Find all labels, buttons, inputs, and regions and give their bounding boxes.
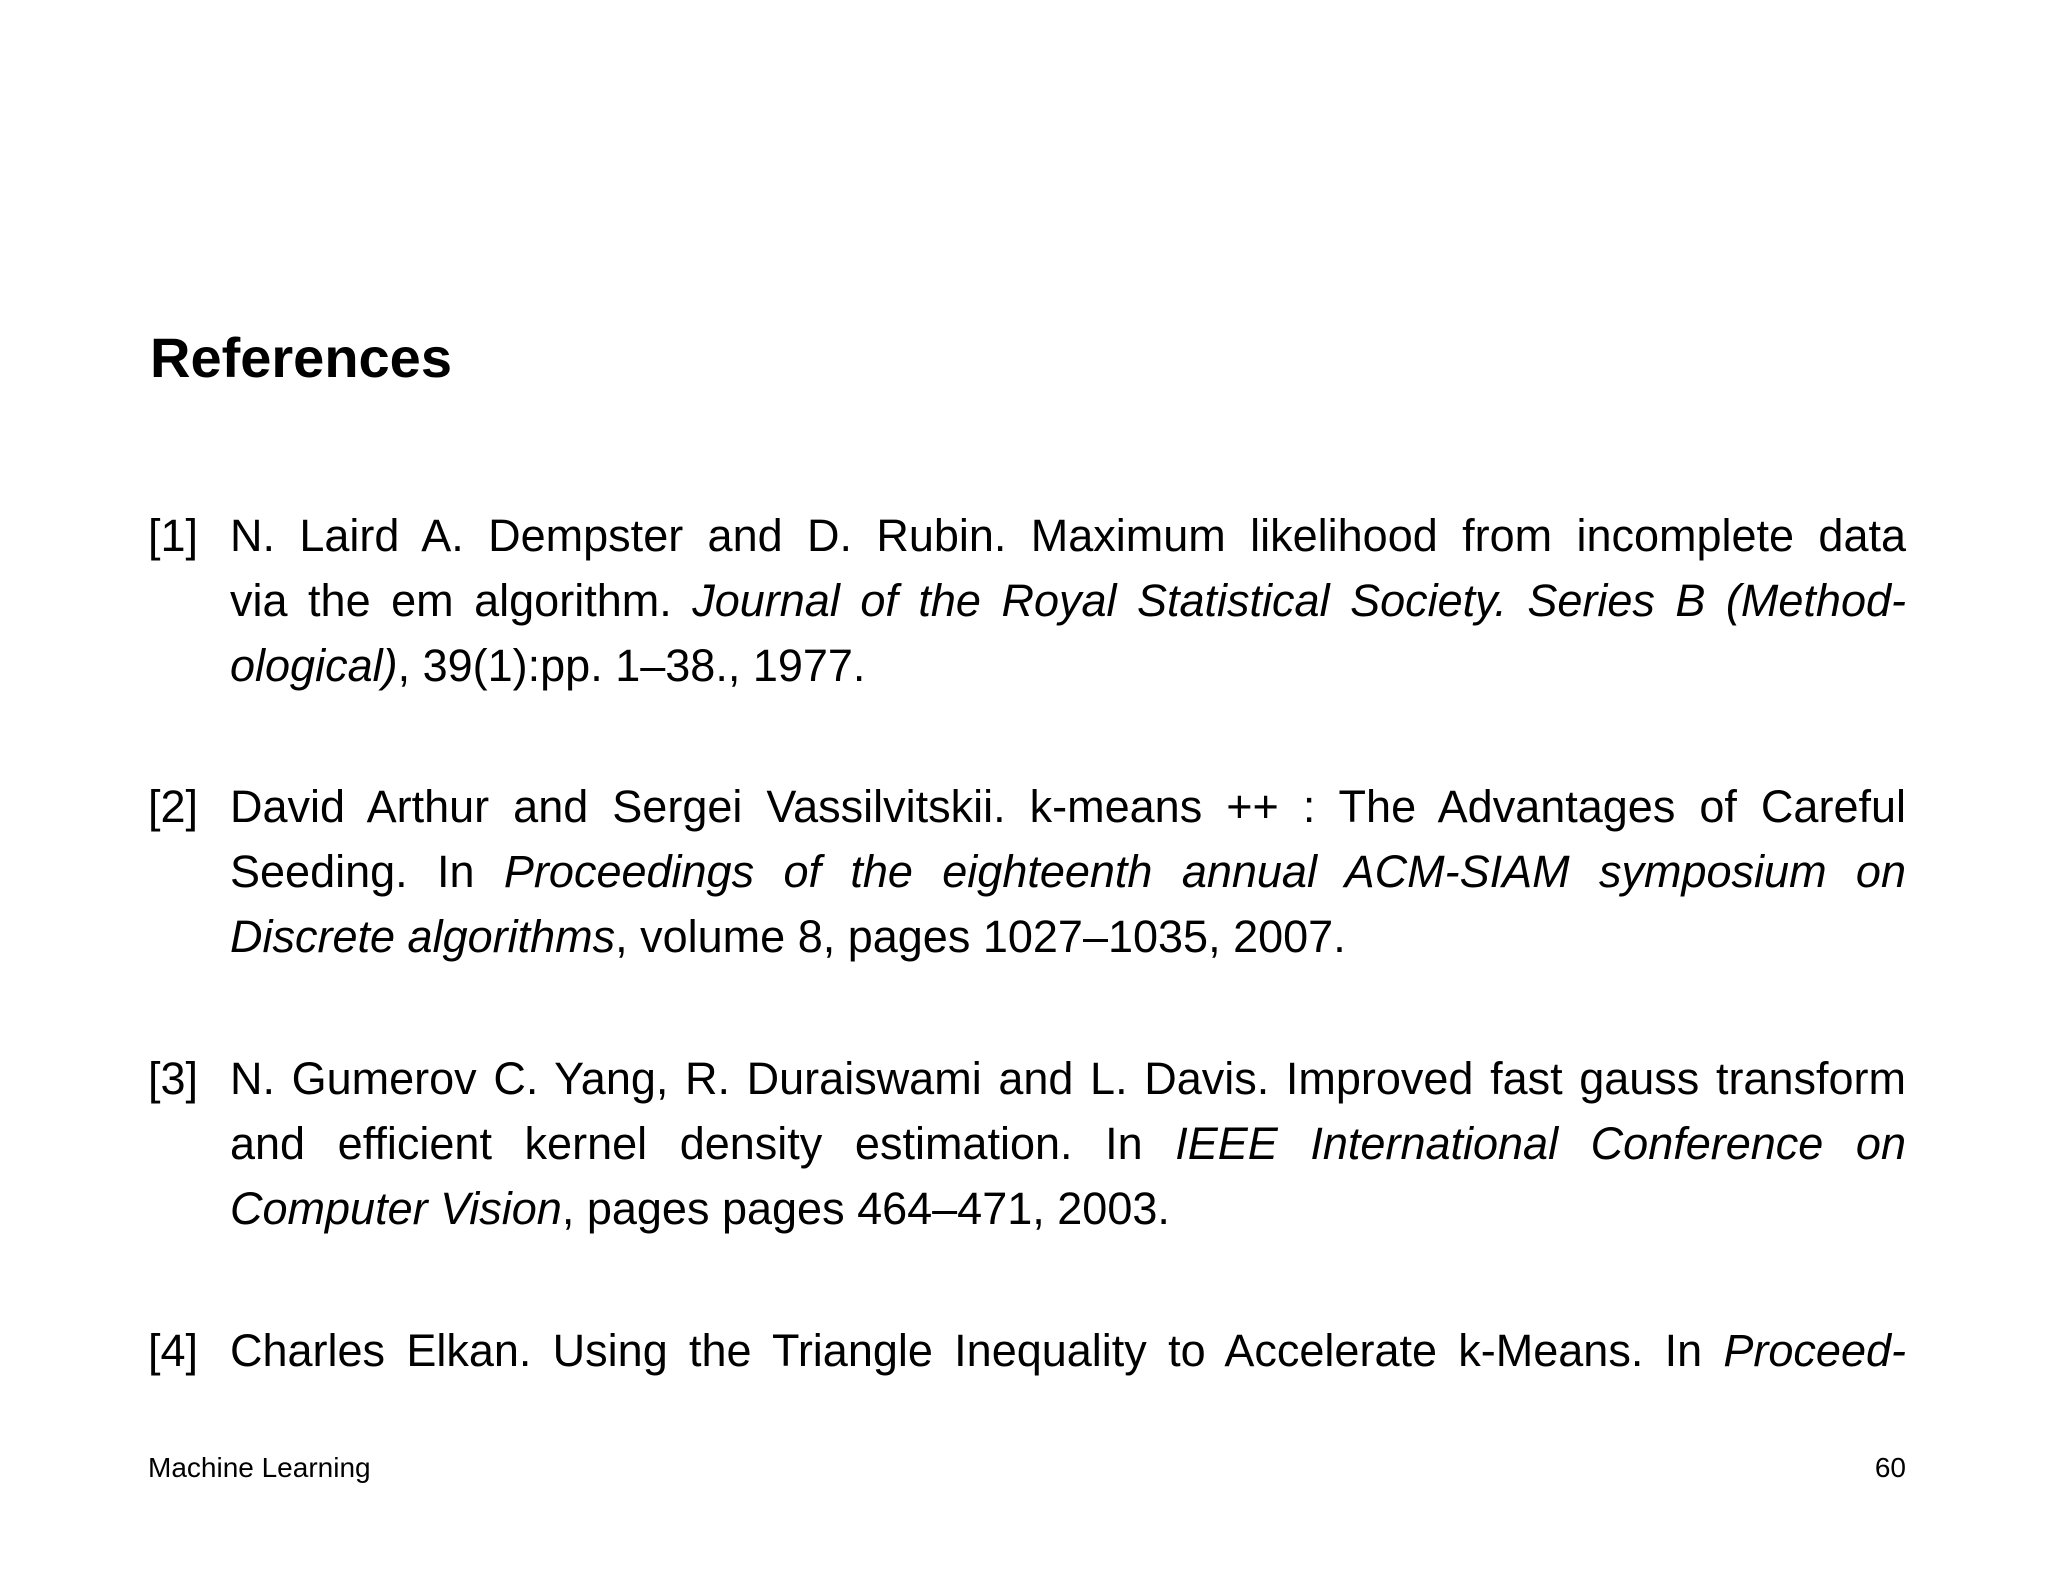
- reference-italic-text: IEEE International Conference on: [1175, 1118, 1906, 1169]
- reference-label: [4]: [148, 1325, 199, 1376]
- reference-italic-text: Discrete algorithms: [230, 911, 616, 962]
- reference-text: N. Laird A. Dempster and D. Rubin. Maximum likelihood from incomplete data: [230, 510, 1906, 561]
- reference-line: [230, 633, 1906, 698]
- reference-label: [2]: [148, 781, 199, 832]
- reference-line: [230, 1318, 1906, 1383]
- reference-text: David Arthur and Sergei Vassilvitskii. k-means ++ : The Advantages of Careful: [230, 781, 1906, 832]
- reference-line: [230, 774, 1906, 839]
- reference-text: , pages pages 464–471, 2003.: [561, 1183, 1170, 1234]
- reference-text: Charles Elkan. Using the Triangle Inequality to Accelerate k-Means. In: [230, 1325, 1724, 1376]
- reference-label: [1]: [148, 510, 199, 561]
- reference-text: via the em algorithm.: [230, 575, 693, 626]
- reference-line: [230, 568, 1906, 633]
- footer-course-title: Machine Learning: [148, 1452, 371, 1483]
- page-title: References: [150, 326, 452, 389]
- reference-italic-text: ological): [230, 640, 398, 691]
- reference-line: [230, 1176, 1906, 1241]
- reference-italic-text: Journal of the Royal Statistical Society. Series B (Method-: [692, 575, 1906, 626]
- reference-line: [230, 503, 1906, 568]
- reference-entry: [148, 1318, 1906, 1383]
- reference-text: , volume 8, pages 1027–1035, 2007.: [615, 911, 1346, 962]
- reference-text: , 39(1):pp. 1–38., 1977.: [397, 640, 866, 691]
- reference-text: and efficient kernel density estimation. In: [230, 1118, 1176, 1169]
- reference-text: N. Gumerov C. Yang, R. Duraiswami and L. Davis. Improved fast gauss transform: [230, 1053, 1906, 1104]
- reference-italic-text: Proceedings of the eighteenth annual ACM-SIAM symposium on: [503, 846, 1906, 897]
- reference-text: Seeding. In: [230, 846, 504, 897]
- reference-line: [230, 839, 1906, 904]
- reference-line: [230, 1046, 1906, 1111]
- reference-line: [230, 1111, 1906, 1176]
- reference-label: [3]: [148, 1053, 199, 1104]
- reference-line: [230, 904, 1906, 969]
- reference-entry: [148, 1046, 1906, 1241]
- reference-italic-text: Proceed-: [1723, 1325, 1906, 1376]
- reference-entry: [148, 503, 1906, 698]
- page-number: 60: [1874, 1452, 1906, 1483]
- reference-entry: [148, 774, 1906, 969]
- reference-italic-text: Computer Vision: [230, 1183, 562, 1234]
